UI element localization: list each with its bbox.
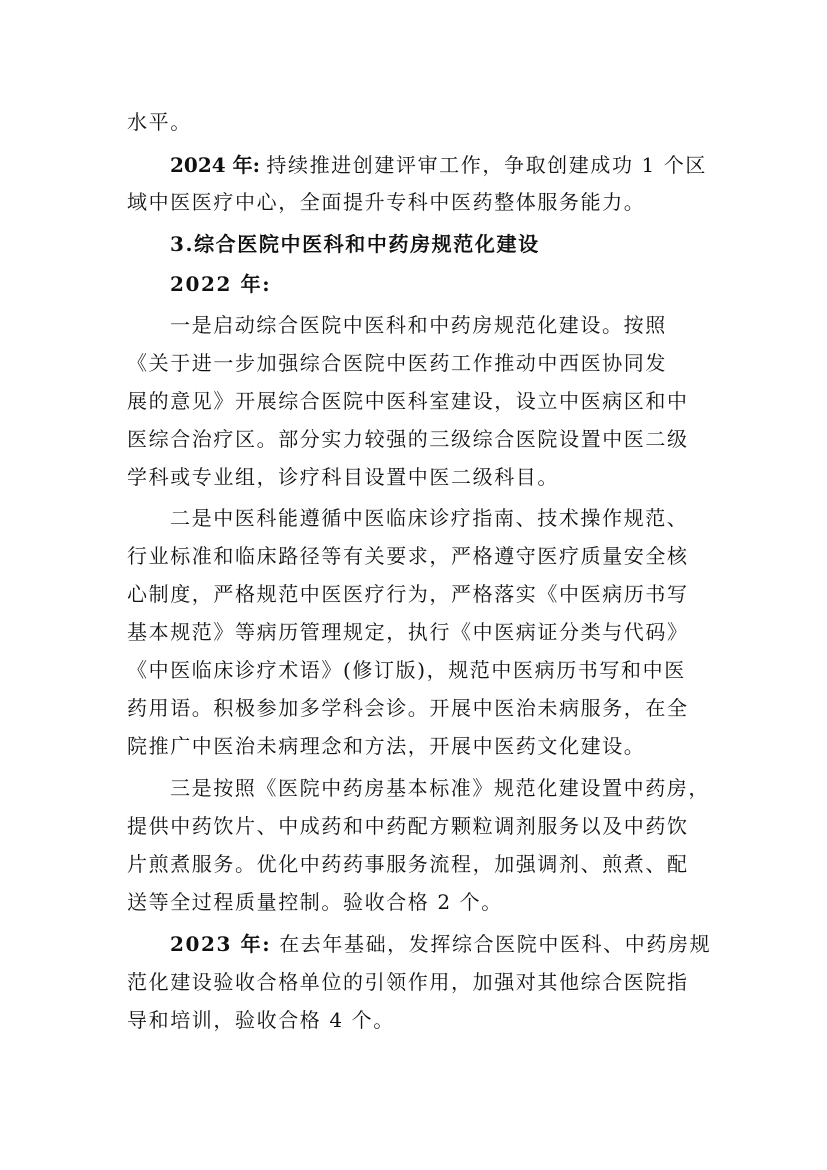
year-label-2023: 2023 年:: [170, 932, 272, 956]
paragraph-1-line-3: 展的意见》开展综合医院中医科室建设，设立中医病区和中: [127, 389, 689, 413]
year-label-2024: 2024 年:: [170, 153, 261, 177]
paragraph-2024-text: 持续推进创建评审工作，争取创建成功 1 个区: [266, 153, 708, 177]
paragraph-2-line-6: 药用语。积极参加多学科会诊。开展中医治未病服务，在全: [127, 696, 689, 720]
section-heading: 3.综合医院中医科和中药房规范化建设: [170, 232, 540, 256]
paragraph-1-line-2: 《关于进一步加强综合医院中医药工作推动中西医协同发: [127, 351, 667, 375]
paragraph-2-line-5: 《中医临床诊疗术语》(修订版)，规范中医病历书写和中医: [127, 658, 686, 682]
paragraph-3-line-3: 片煎煮服务。优化中药药事服务流程，加强调剂、煎煮、配: [127, 852, 689, 876]
paragraph-2-line-3: 心制度，严格规范中医医疗行为，严格落实《中医病历书写: [127, 582, 689, 606]
paragraph-tail: 水平。: [127, 110, 192, 134]
paragraph-2-line-4: 基本规范》等病历管理规定，执行《中医病证分类与代码》: [127, 620, 689, 644]
paragraph-3-line-1: 三是按照《医院中药房基本标准》规范化建设置中药房，: [170, 776, 710, 800]
paragraph-2023-line-3: 导和培训，验收合格 4 个。: [127, 1008, 395, 1032]
paragraph-1-line-5: 学科或专业组，诊疗科目设置中医二级科目。: [127, 465, 559, 489]
paragraph-1-line-4: 医综合治疗区。部分实力较强的三级综合医院设置中医二级: [127, 427, 689, 451]
paragraph-3-line-4: 送等全过程质量控制。验收合格 2 个。: [127, 890, 503, 914]
paragraph-2023-line-1: [170, 932, 712, 956]
paragraph-2023-text: 在去年基础，发挥综合医院中医科、中药房规: [279, 932, 712, 956]
year-label-2022: 2022 年:: [170, 272, 272, 296]
paragraph-2023-line-2: 范化建设验收合格单位的引领作用，加强对其他综合医院指: [127, 970, 689, 994]
paragraph-1-line-1: 一是启动综合医院中医科和中药房规范化建设。按照: [170, 313, 667, 337]
paragraph-2-line-7: 院推广中医治未病理念和方法，开展中医药文化建设。: [127, 734, 646, 758]
paragraph-2-line-2: 行业标准和临床路径等有关要求，严格遵守医疗质量安全核: [127, 544, 689, 568]
paragraph-2024-line-2: 域中医医疗中心，全面提升专科中医药整体服务能力。: [127, 190, 646, 214]
paragraph-3-line-2: 提供中药饮片、中成药和中药配方颗粒调剂服务以及中药饮: [127, 814, 689, 838]
paragraph-2024-line-1: [170, 153, 708, 177]
paragraph-2-line-1: 二是中医科能遵循中医临床诊疗指南、技术操作规范、: [170, 506, 689, 530]
